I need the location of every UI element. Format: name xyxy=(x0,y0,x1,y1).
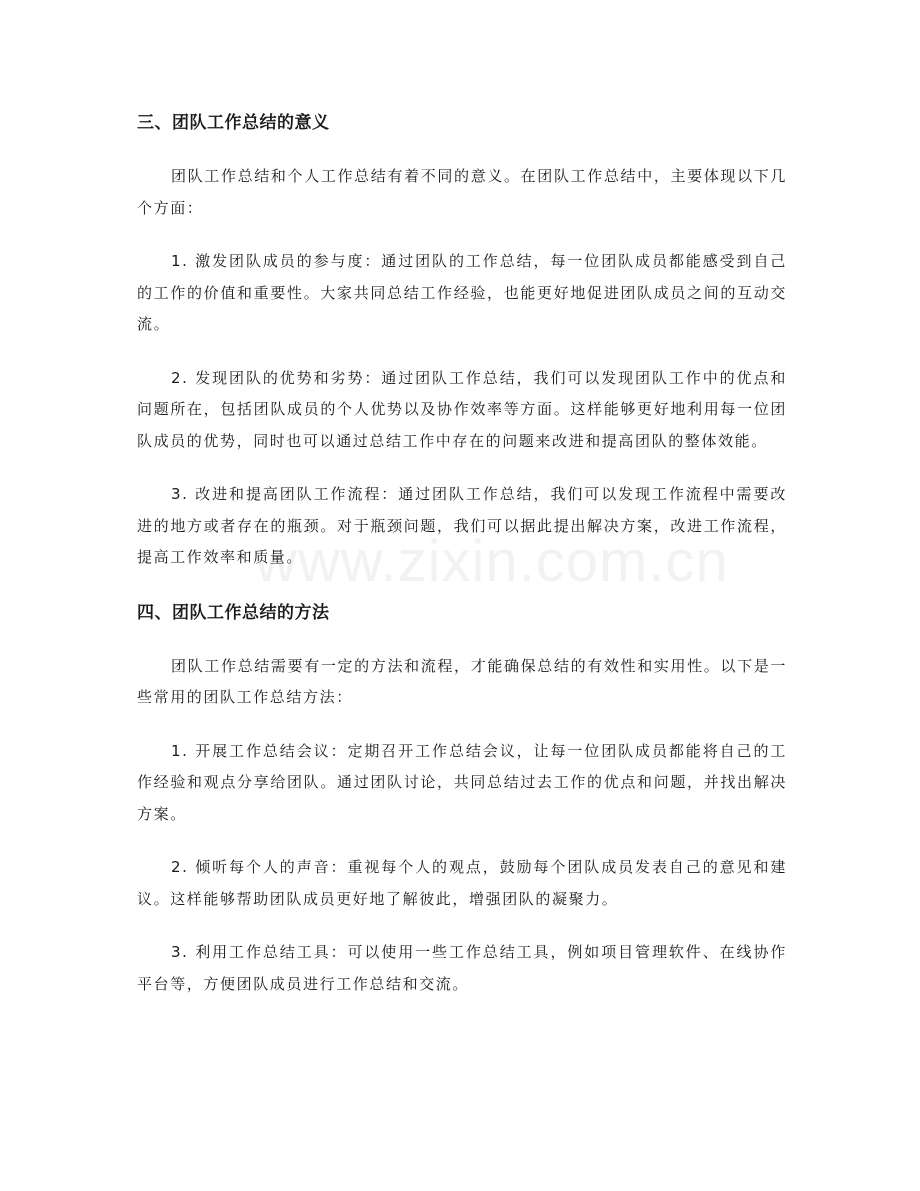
paragraph: 3. 利用工作总结工具：可以使用一些工作总结工具，例如项目管理软件、在线协作平台等，方便团队成员进行工作总结和交流。 xyxy=(137,943,787,993)
section-heading: 三、团队工作总结的意义 xyxy=(137,113,330,133)
paragraph: 团队工作总结需要有一定的方法和流程，才能确保总结的有效性和实用性。以下是一些常用的团队工作总结方法： xyxy=(137,656,787,706)
document-body xyxy=(137,106,787,1000)
section-heading: 四、团队工作总结的方法 xyxy=(137,602,330,623)
paragraph: 2. 倾听每个人的声音：重视每个人的观点，鼓励每个团队成员发表自己的意见和建议。这样能够帮助团队成员更好地了解彼此，增强团队的凝聚力。 xyxy=(137,858,787,908)
paragraph: 1. 激发团队成员的参与度：通过团队的工作总结，每一位团队成员都能感受到自己的工作的价值和重要性。大家共同总结工作经验，也能更好地促进团队成员之间的互动交流。 xyxy=(137,252,787,333)
paragraph: 3. 改进和提高团队工作流程：通过团队工作总结，我们可以发现工作流程中需要改进的地方或者存在的瓶颈。对于瓶颈问题，我们可以据此提出解决方案，改进工作流程，提高工作效率和质量。 xyxy=(137,485,787,566)
paragraph: 团队工作总结和个人工作总结有着不同的意义。在团队工作总结中，主要体现以下几个方面： xyxy=(137,167,787,217)
paragraph: 1. 开展工作总结会议：定期召开工作总结会议，让每一位团队成员都能将自己的工作经验和观点分享给团队。通过团队讨论，共同总结过去工作的优点和问题，并找出解决方案。 xyxy=(137,741,787,823)
watermark: www.zixin.com.cn xyxy=(255,529,729,594)
paragraph: 2. 发现团队的优势和劣势：通过团队工作总结，我们可以发现团队工作中的优点和问题所在，包括团队成员的个人优势以及协作效率等方面。这样能够更好地利用每一位团队成员的优势，同时也可以通过总结工作中存在的问题来改进和提高团队的整体效能。 xyxy=(137,368,787,450)
